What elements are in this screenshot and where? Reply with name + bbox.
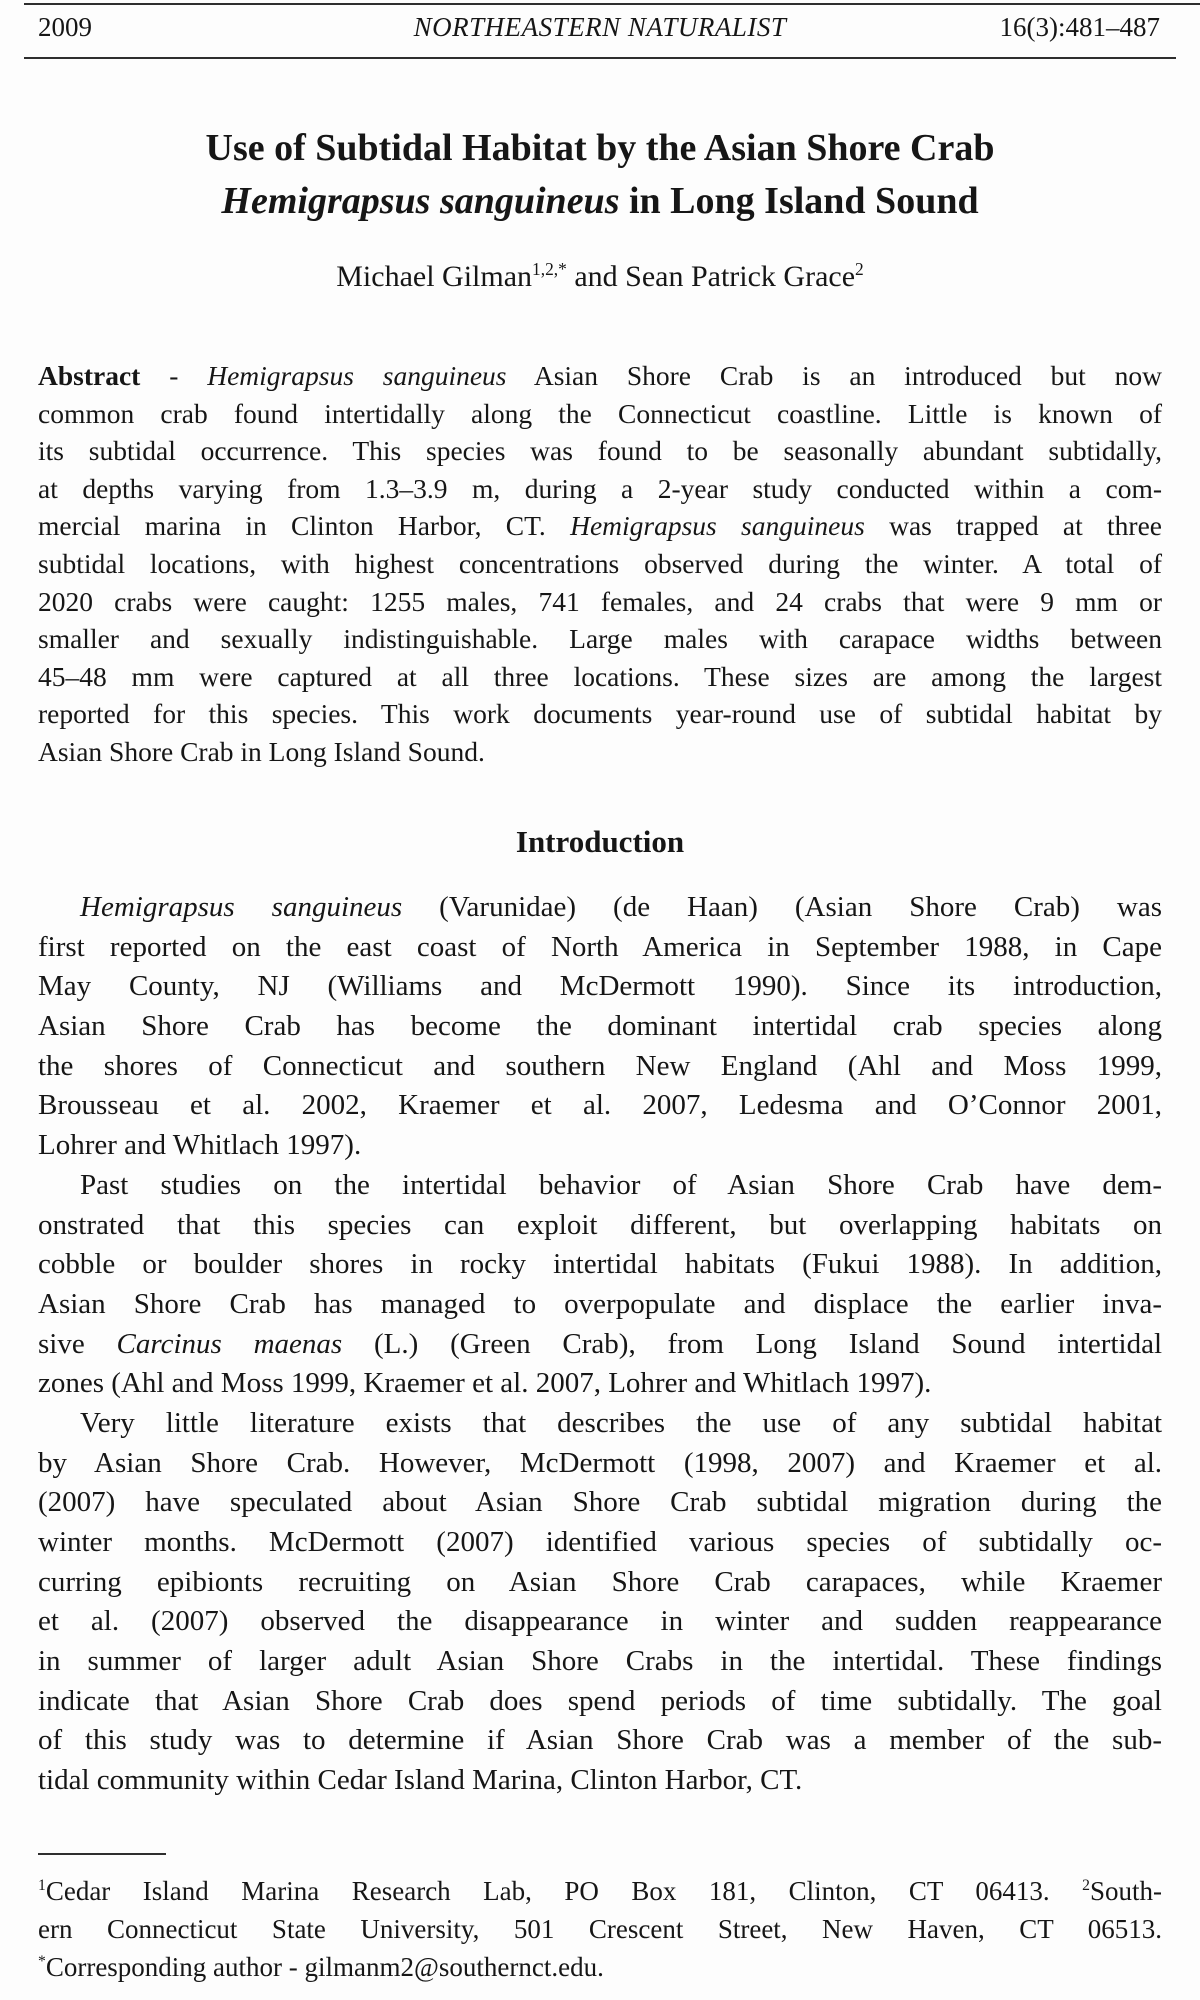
intro-paragraph-1: [38, 888, 1162, 1166]
body-line: by Asian Shore Crab. However, McDermott (1998, 2007) and Kraemer et al.: [38, 1446, 1162, 1479]
body-line: Asian Shore Crab has managed to overpopulate and displace the earlier inva-: [38, 1287, 1162, 1320]
body-line: first reported on the east coast of North America in September 1988, in Cape: [38, 930, 1162, 963]
body-line: curring epibionts recruiting on Asian Shore Crab carapaces, while Kraemer: [38, 1565, 1162, 1598]
body-line: Hemigrapsus sanguineus (Varunidae) (de Haan) (Asian Shore Crab) was: [80, 891, 1162, 923]
body-line: tidal community within Cedar Island Marina, Clinton Harbor, CT.: [38, 1764, 803, 1797]
body-line: May County, NJ (Williams and McDermott 1990). Since its introduction,: [38, 970, 1162, 1003]
body-line: Lohrer and Whitlach 1997).: [38, 1129, 362, 1162]
footnote-line: ern Connecticut State University, 501 Crescent Street, New Haven, CT 06513.: [38, 1914, 1162, 1944]
body-line: Very little literature exists that describes the use of any subtidal habitat: [80, 1406, 1162, 1439]
title-line-1: Use of Subtidal Habitat by the Asian Shore Crab: [205, 127, 995, 169]
abstract-line: 2020 crabs were caught: 1255 males, 741 females, and 24 crabs that were 9 mm or: [38, 585, 1162, 617]
abstract-line: its subtidal occurrence. This species was found to be seasonally abundant subtidally,: [38, 435, 1162, 467]
top-border-rule: [24, 3, 1200, 5]
abstract-line: common crab found intertidally along the Connecticut coastline. Little is known of: [38, 397, 1162, 429]
body-line: winter months. McDermott (2007) identified various species of subtidally oc-: [38, 1526, 1162, 1558]
introduction-heading: Introduction: [515, 824, 685, 859]
body-line: (2007) have speculated about Asian Shore Crab subtidal migration during the: [38, 1486, 1162, 1519]
abstract-line: Asian Shore Crab in Long Island Sound.: [38, 735, 485, 767]
body-line: onstrated that this species can exploit different, but overlapping habitats on: [38, 1208, 1162, 1241]
body-line: zones (Ahl and Moss 1999, Kraemer et al. 2007, Lohrer and Whitlach 1997).: [38, 1367, 932, 1400]
abstract-line: smaller and sexually indistinguishable. Large males with carapace widths between: [38, 623, 1162, 655]
header-divider-rule: [24, 57, 1176, 59]
abstract-line: reported for this species. This work documents year-round use of subtidal habitat by: [38, 698, 1162, 730]
journal-name: NORTHEASTERN NATURALIST: [413, 12, 787, 42]
article-title: [0, 122, 1200, 228]
abstract-line: at depths varying from 1.3–3.9 m, during a 2-year study conducted within a com-: [38, 472, 1162, 504]
intro-paragraph-3: [38, 1404, 1162, 1801]
introduction-section: [38, 888, 1162, 1801]
abstract-line: 45–48 mm were captured at all three locations. These sizes are among the largest: [38, 660, 1162, 692]
footnote-line: *Corresponding author - gilmanm2@southernct.edu.: [38, 1952, 604, 1982]
body-line: indicate that Asian Shore Crab does spend periods of time subtidally. The goal: [38, 1684, 1162, 1717]
body-line: sive Carcinus maenas (L.) (Green Crab), from Long Island Sound intertidal: [38, 1327, 1162, 1360]
body-line: in summer of larger adult Asian Shore Crabs in the intertidal. These findings: [38, 1645, 1162, 1678]
body-line: of this study was to determine if Asian Shore Crab was a member of the sub-: [38, 1724, 1162, 1757]
abstract-section: [38, 357, 1162, 771]
body-line: Asian Shore Crab has become the dominant intertidal crab species along: [38, 1010, 1162, 1043]
header-year: 2009: [38, 12, 92, 42]
body-line: Brousseau et al. 2002, Kraemer et al. 2007, Ledesma and O’Connor 2001,: [38, 1089, 1162, 1122]
body-line: cobble or boulder shores in rocky intertidal habitats (Fukui 1988). In addition,: [38, 1248, 1162, 1281]
abstract-line: mercial marina in Clinton Harbor, CT. Hemigrapsus sanguineus was trapped at three: [38, 510, 1162, 542]
abstract-line: Abstract - Hemigrapsus sanguineus Asian Shore Crab is an introduced but now: [38, 360, 1162, 391]
body-line: Past studies on the intertidal behavior of Asian Shore Crab have dem-: [80, 1168, 1162, 1201]
title-line-2: Hemigrapsus sanguineus in Long Island Sound: [221, 180, 979, 222]
volume-citation: 16(3):481–487: [999, 12, 1160, 42]
body-line: et al. (2007) observed the disappearance in winter and sudden reappearance: [38, 1605, 1162, 1638]
intro-paragraph-2: [38, 1166, 1162, 1404]
footnote-divider-rule: [38, 1853, 166, 1855]
authors-line: Michael Gilman$^{1,2,*}$ and Sean Patrick Grace$^2$: [336, 259, 864, 293]
running-header: [0, 12, 1200, 46]
footnote-section: [38, 1872, 1162, 1986]
abstract-line: subtidal locations, with highest concentrations observed during the winter. A total of: [38, 547, 1162, 579]
footnote-line: $^1$Cedar Island Marina Research Lab, PO Box 181, Clinton, CT 06413. $^2$South-: [38, 1876, 1162, 1906]
body-line: the shores of Connecticut and southern New England (Ahl and Moss 1999,: [38, 1049, 1162, 1082]
